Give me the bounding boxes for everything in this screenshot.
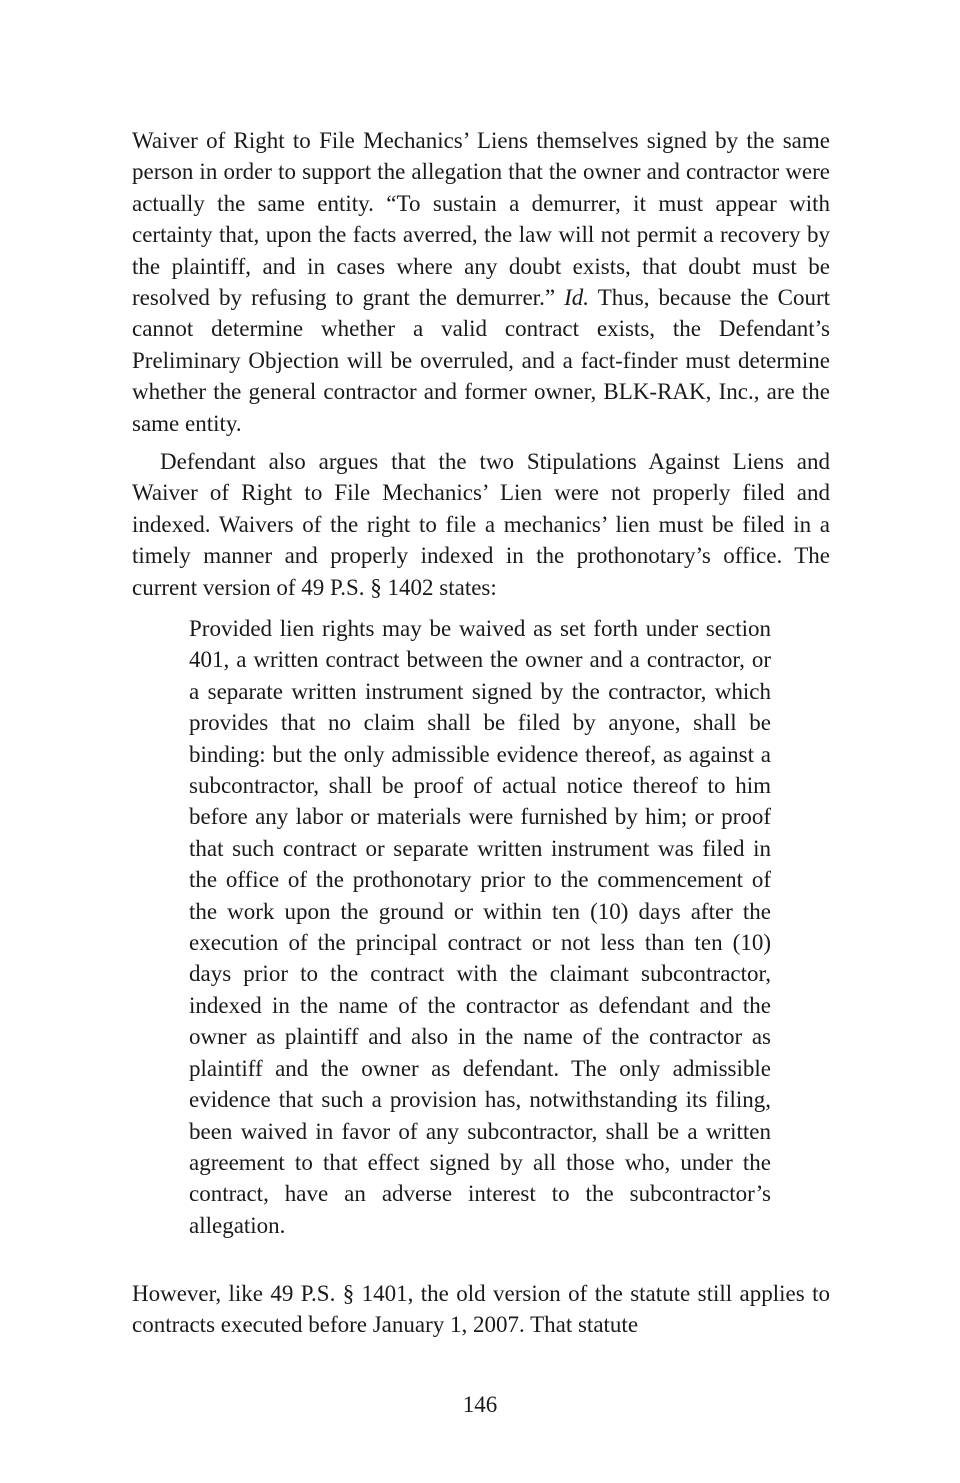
paragraph-filing-indexing: Defendant also argues that the two Stipulations Against Liens and Waiver of Right to File Mechanics’ Lien were not properly filed and indexed. Waivers of the right to file a mechanics’ lien must be filed in a timely manner and properly indexed in the prothonotary’s office. The current version of 49 P.S. § 1402 states:: [132, 449, 830, 600]
paragraph-demurrer-conclusion: Thus, because the Court cannot determine whether a valid contract exists, the Defendant’s Preliminary Objection will be overruled, and a fact-finder must determine whether the general contractor and former owner, BLK-RAK, Inc., are the same entity.: [132, 285, 831, 436]
statute-block-quote: Provided lien rights may be waived as set forth under section 401, a written contract between the owner and a contractor, or a separate written instrument signed by the contractor, which provides that no claim shall be filed by anyone, shall be binding: but the only admissible evidence thereof, as against a subcontractor, shall be proof of actual notice thereof to him before any labor or materials were furnished by him; or proof that such contract or separate written instrument was filed in the office of the prothonotary prior to the commencement of the work upon the ground or within ten (10) days after the execution of the principal contract or not less than ten (10) days prior to the contract with the claimant subcontractor, indexed in the name of the contractor as defendant and the owner as plaintiff and also in the name of the contractor as plaintiff and the owner as defendant. The only admissible evidence that such a provision has, notwithstanding its filing, been waived in favor of any subcontractor, shall be a written agreement to that effect signed by all those who, under the contract, have an adverse interest to the subcontractor’s allegation.: [189, 616, 771, 1238]
paragraph-old-statute: However, like 49 P.S. § 1401, the old version of the statute still applies to contracts executed before January 1, 2007. That statute: [132, 1281, 830, 1338]
paragraph-demurrer: [132, 125, 830, 439]
id-citation: Id.: [564, 285, 590, 311]
page-number: 146: [462, 1392, 498, 1417]
paragraph-demurrer-text: Waiver of Right to File Mechanics’ Liens themselves signed by the same person in order to support the allegation that the owner and contractor were actually the same entity. “To sustain a demurrer, it must appear with certainty that, upon the facts averred, the law will not permit a recovery by the plaintiff, and in cases where any doubt exists, that doubt must be resolved by refusing to grant the demurrer.”: [132, 128, 830, 311]
